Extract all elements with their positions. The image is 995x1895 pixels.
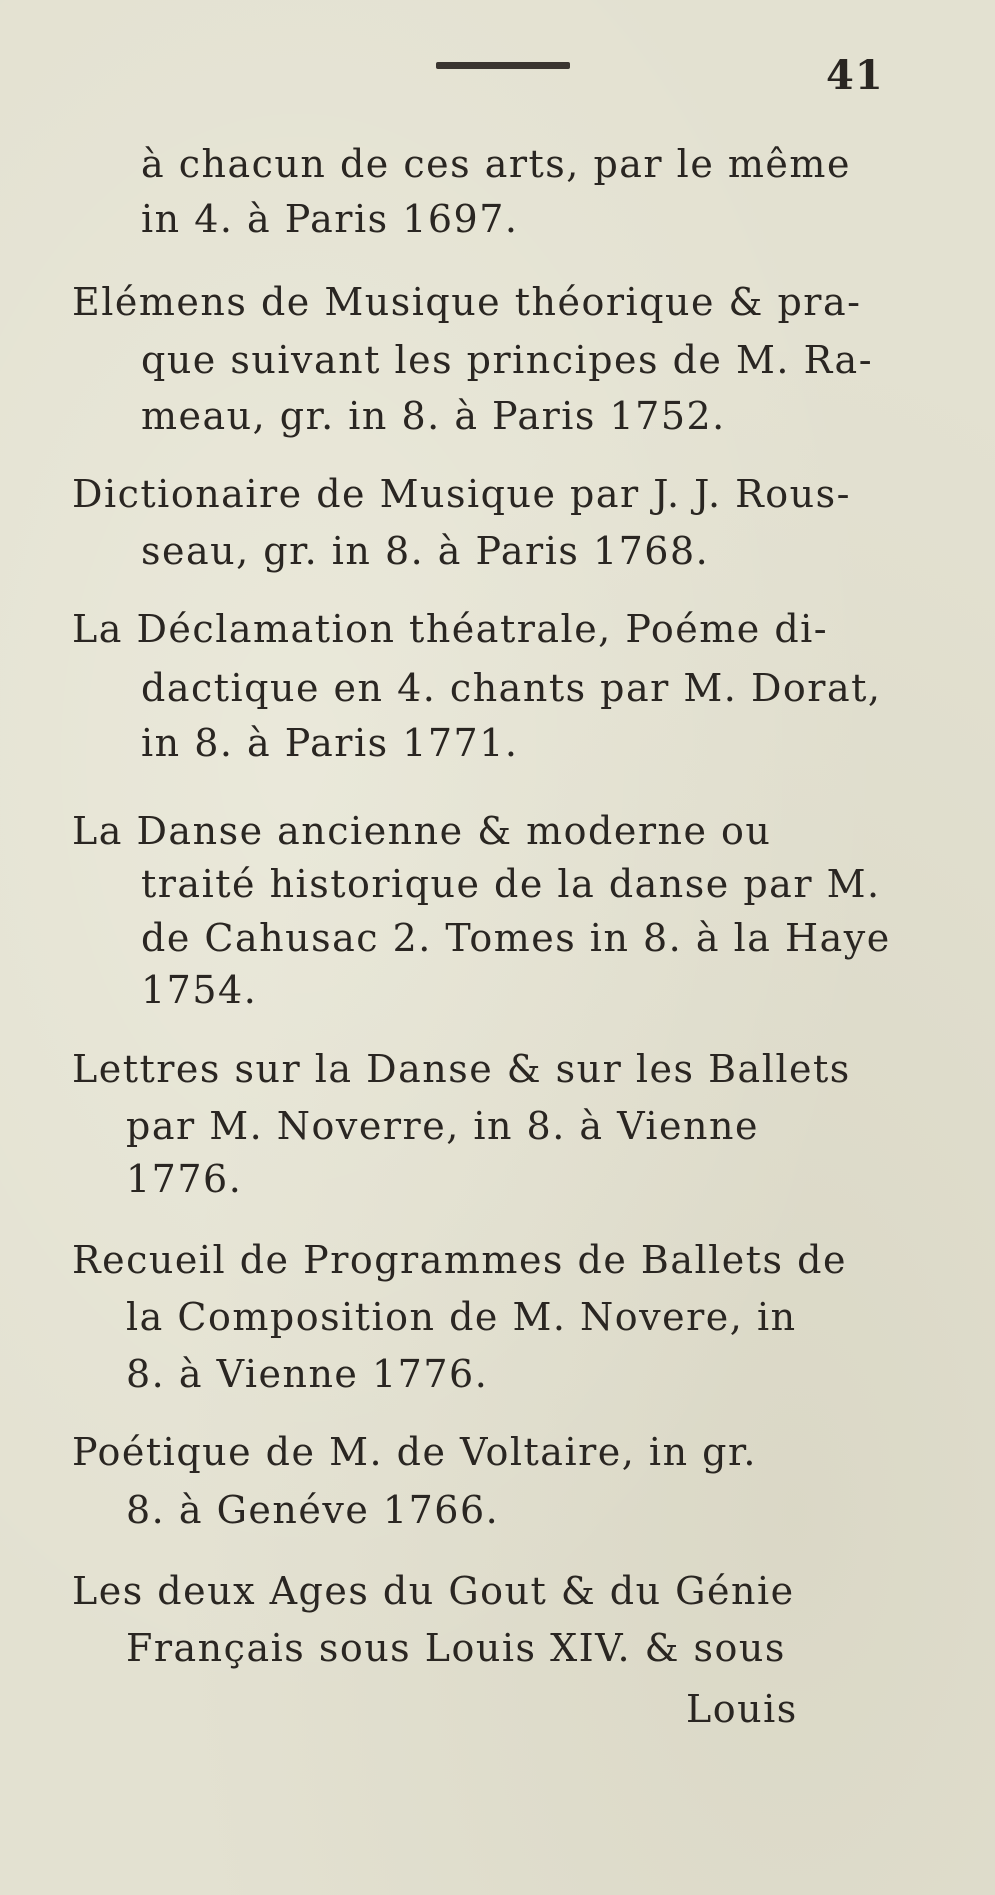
entry-line: Lettres sur la Danse & sur les Ballets: [72, 1047, 851, 1091]
entry-line: in 4. à Paris 1697.: [141, 197, 519, 241]
entry-line: in 8. à Paris 1771.: [141, 721, 519, 765]
entry-line: La Danse ancienne & moderne ou: [72, 809, 772, 853]
entry-line: à chacun de ces arts, par le même: [141, 142, 851, 186]
entry-line: traité historique de la danse par M.: [141, 862, 881, 906]
entry-line: par M. Noverre, in 8. à Vienne: [126, 1104, 759, 1148]
entry-line: 1754.: [141, 968, 258, 1012]
entry-line: Poétique de M. de Voltaire, in gr.: [72, 1430, 758, 1474]
header-rule: [436, 62, 570, 69]
entry-line: dactique en 4. chants par M. Dorat,: [141, 666, 882, 710]
entry-line: 8. à Genéve 1766.: [126, 1488, 500, 1532]
entry-line: que suivant les principes de M. Ra-: [141, 338, 874, 382]
entry-line: 8. à Vienne 1776.: [126, 1352, 489, 1396]
entry-line: Français sous Louis XIV. & sous: [126, 1626, 786, 1670]
entry-line: de Cahusac 2. Tomes in 8. à la Haye: [141, 916, 891, 960]
entry-line: la Composition de M. Novere, in: [126, 1295, 797, 1339]
entry-line: seau, gr. in 8. à Paris 1768.: [141, 529, 710, 573]
entry-line: meau, gr. in 8. à Paris 1752.: [141, 394, 726, 438]
entry-line: Elémens de Musique théorique & pra-: [72, 280, 862, 324]
entry-line: Recueil de Programmes de Ballets de: [72, 1238, 847, 1282]
entry-line: Les deux Ages du Gout & du Génie: [72, 1569, 795, 1613]
page-number: 41: [826, 52, 884, 99]
entry-line: 1776.: [126, 1157, 243, 1201]
catchword: Louis: [686, 1687, 798, 1731]
entry-line: Dictionaire de Musique par J. J. Rous-: [72, 472, 851, 516]
entry-line: La Déclamation théatrale, Poéme di-: [72, 607, 829, 651]
